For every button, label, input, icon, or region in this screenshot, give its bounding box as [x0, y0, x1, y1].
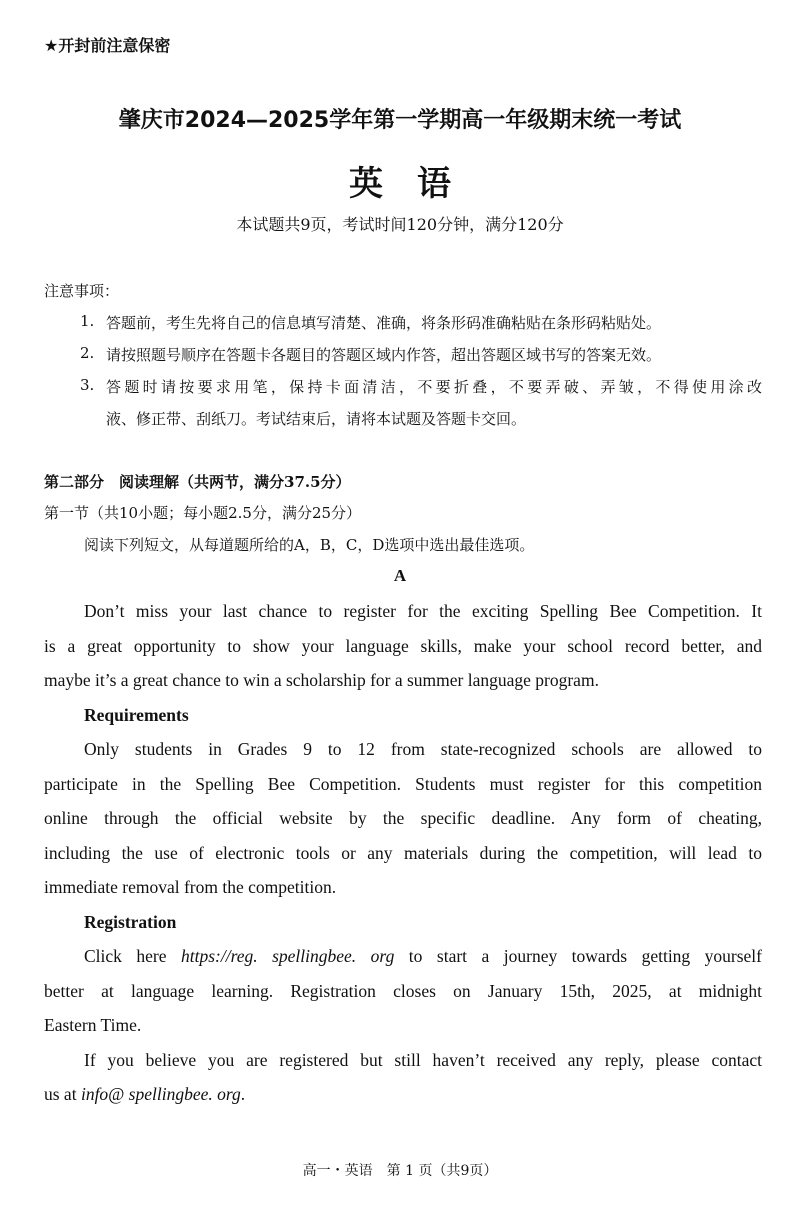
section-title: 第一节（共10小题；每小题2.5分，满分25分） [44, 504, 362, 522]
passage-line [44, 1083, 762, 1105]
passage-line [44, 635, 762, 657]
notice-item-text: 液、修正带、刮纸刀。考试结束后，请将本试题及答题卡交回。 [106, 410, 527, 428]
text-span: Only students in Grades 9 to 12 from state-recognized schools are allowed to [84, 739, 762, 759]
notice-item-text: 答题时请按要求用笔，保持卡面清洁，不要折叠，不要弄破、弄皱，不得使用涂改 [106, 378, 762, 396]
notice-item-number: 2. [80, 344, 95, 362]
link-text: https://reg. spellingbee. org [180, 946, 395, 966]
passage-line [84, 945, 762, 967]
text-span: If you believe you are registered but still haven’t received any reply, please contact [84, 1049, 762, 1070]
passage-line [44, 980, 762, 1002]
text-span: immediate removal from the competition. [44, 877, 337, 897]
passage-line [44, 842, 762, 864]
text-span: . [240, 1084, 246, 1104]
notice-item-text: 请按照题号顺序在答题卡各题目的答题区域内作答，超出答题区域书写的答案无效。 [106, 346, 662, 364]
passage-line [44, 1014, 762, 1036]
text-span: Click here [84, 946, 181, 966]
text-span: is a great opportunity to show your language skills, make your school record better, and [44, 635, 762, 656]
passage-line [44, 807, 762, 829]
notice-item-text: 答题前，考生先将自己的信息填写清楚、准确，将条形码准确粘贴在条形码粘贴处。 [106, 314, 662, 332]
part-title: 第二部分 阅读理解（共两节，满分37.5分） [44, 473, 351, 491]
instruction: 阅读下列短文，从每道题所给的A，B，C，D选项中选出最佳选项。 [84, 536, 535, 554]
notice-item-number: 3. [80, 376, 95, 394]
passage-line [84, 1049, 762, 1071]
text-span: Eastern Time. [44, 1015, 142, 1035]
exam-info: 本试题共9页，考试时间120分钟，满分120分 [236, 215, 564, 234]
passage-line [84, 738, 762, 760]
passage-heading: Requirements [84, 704, 189, 725]
exam-title: 肇庆市2024—2025学年第一学期高一年级期末统一考试 [118, 108, 682, 133]
text-span: us at [44, 1084, 81, 1104]
passage-line [44, 876, 762, 898]
passage-line [84, 600, 762, 622]
text-span: Don’t miss your last chance to register for the exciting Spelling Bee Competition. It [84, 601, 762, 621]
text-span: maybe it’s a great chance to win a scholarship for a summer language program. [44, 670, 599, 690]
text-span: online through the official website by the specific deadline. Any form of cheating, [44, 808, 762, 828]
passage-line [44, 669, 762, 691]
text-span: participate in the Spelling Bee Competition. Students must register for this competition [44, 773, 762, 794]
subject-title: 英 语 [349, 164, 451, 204]
passage-line [44, 773, 762, 795]
confidential-label: ★开封前注意保密 [44, 36, 171, 55]
notice-heading: 注意事项： [44, 282, 120, 300]
passage-heading: Registration [84, 911, 177, 932]
page-footer: 高一・英语 第 1 页（共9页） [302, 1163, 498, 1179]
text-span: to start a journey towards getting yourself [394, 946, 762, 966]
passage-label: A [393, 566, 407, 585]
text-span: including the use of electronic tools or any materials during the competition, will lead to [44, 842, 762, 863]
notice-item-number: 1. [80, 312, 95, 330]
link-text: info@ spellingbee. org [80, 1084, 241, 1104]
text-span: better at language learning. Registration closes on January 15th, 2025, at midnight [44, 980, 762, 1001]
